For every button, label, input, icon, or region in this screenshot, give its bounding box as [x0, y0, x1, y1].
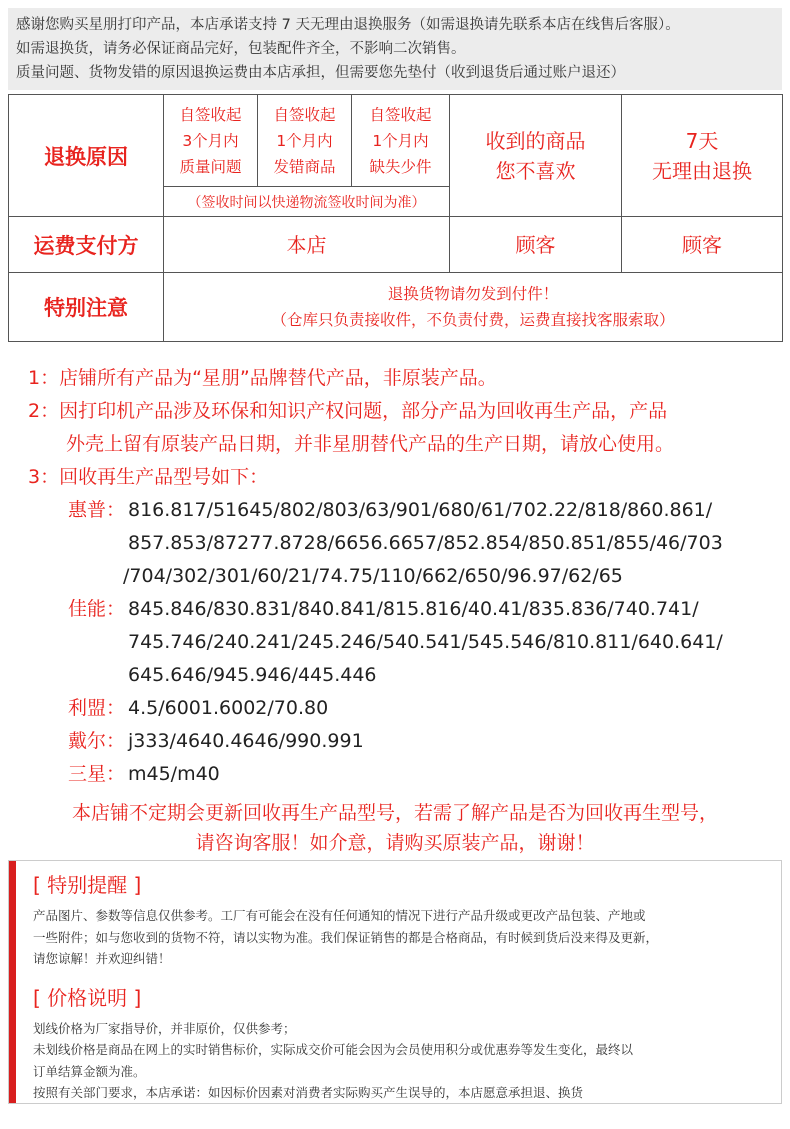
brand-name: 三星： [68, 763, 126, 785]
price-text: 划线价格为厂家指导价，并非原价，仅供参考； 未划线价格是商品在网上的实时销售标价，实际成交价可能会因为会员使用积分或优惠券等发生变化，最终以 订单结算金额为准。 按照有关部门要求，本店承诺：如因标价因素对消费者实际购买产生误导的，本店愿意承担退、换货 [33, 1020, 634, 1100]
reminder-box [8, 860, 782, 1104]
model-list: 816.817/51645/802/803/63/901/680/61/702.22/818/860.861/ [128, 499, 713, 521]
model-list: 645.646/945.946/445.446 [128, 664, 377, 686]
special-label: 特别注意 [9, 273, 164, 342]
special-note: 退换货物请勿发到付件！ （仓库只负责接收件，不负责付费，运费直接找客服索取） [164, 273, 783, 342]
payer-store: 本店 [164, 217, 450, 273]
price-title: [ 价格说明 ] [33, 985, 142, 1010]
model-list: m45/m40 [128, 763, 220, 785]
statement-1: 1：店铺所有产品为“星朋”品牌替代产品，非原装产品。 [28, 367, 497, 389]
recycled-models-section [28, 362, 778, 791]
brand-samsung [28, 758, 778, 791]
reason-wrong-item: 自签收起 1个月内 发错商品 [258, 95, 352, 187]
brand-hp [28, 494, 778, 527]
brand-name: 惠普： [68, 499, 126, 521]
statement-2: 2：因打印机产品涉及环保和知识产权问题，部分产品为回收再生产品，产品 [28, 400, 668, 422]
brand-lexmark [28, 692, 778, 725]
model-list: /704/302/301/60/21/74.75/110/662/650/96.97/62/65 [123, 565, 623, 587]
model-list: 4.5/6001.6002/70.80 [128, 697, 329, 719]
brand-name: 戴尔： [68, 730, 126, 752]
brand-name: 佳能： [68, 598, 126, 620]
model-list: j333/4640.4646/990.991 [128, 730, 364, 752]
notice-line: 如需退换货，请务必保证商品完好，包装配件齐全，不影响二次销售。 [16, 41, 466, 57]
reminder-text: 产品图片、参数等信息仅供参考。工厂有可能会在没有任何通知的情况下进行产品升级或更改产品包装、产地或 一些附件；如与您收到的货物不符，请以实物为准。我们保证销售的都是合格商品，有时候到货后没来得及更新， 请您谅解！并欢迎纠错！ [33, 908, 659, 966]
reminder-title: [ 特别提醒 ] [33, 873, 142, 897]
brand-dell [28, 725, 778, 758]
notice-line: 质量问题、货物发错的原因退换运费由本店承担，但需要您先垫付（收到退货后通过账户退还） [16, 65, 625, 81]
notice-line: 感谢您购买星朋打印产品，本店承诺支持 7 天无理由退换服务（如需退换请先联系本店在线售后客服）。 [16, 17, 680, 33]
accent-bar [9, 861, 16, 1103]
statement-2-cont: 外壳上留有原装产品日期，并非星朋替代产品的生产日期，请放心使用。 [66, 433, 675, 455]
update-notice: 本店铺不定期会更新回收再生产品型号，若需了解产品是否为回收再生型号， 请咨询客服！如介意，请购买原装产品，谢谢！ [71, 802, 718, 854]
reason-dislike: 收到的商品 您不喜欢 [450, 95, 622, 217]
model-list: 745.746/240.241/245.246/540.541/545.546/810.811/640.641/ [128, 631, 723, 653]
brand-name: 利盟： [68, 697, 126, 719]
statement-3: 3：回收再生产品型号如下： [28, 466, 269, 488]
reason-label: 退换原因 [9, 95, 164, 217]
payer-customer: 顾客 [622, 217, 783, 273]
return-policy-table [8, 94, 783, 342]
notice-box [8, 8, 782, 90]
sign-time-note: （签收时间以快递物流签收时间为准） [164, 187, 450, 217]
payer-label: 运费支付方 [9, 217, 164, 273]
brand-canon [28, 593, 778, 626]
payer-customer: 顾客 [450, 217, 622, 273]
model-list: 857.853/87277.8728/6656.6657/852.854/850.851/855/46/703 [128, 532, 723, 554]
reason-quality: 自签收起 3个月内 质量问题 [164, 95, 258, 187]
reason-missing-parts: 自签收起 1个月内 缺失少件 [352, 95, 450, 187]
model-list: 845.846/830.831/840.841/815.816/40.41/835.836/740.741/ [128, 598, 699, 620]
reason-seven-day: 7天 无理由退换 [622, 95, 783, 217]
